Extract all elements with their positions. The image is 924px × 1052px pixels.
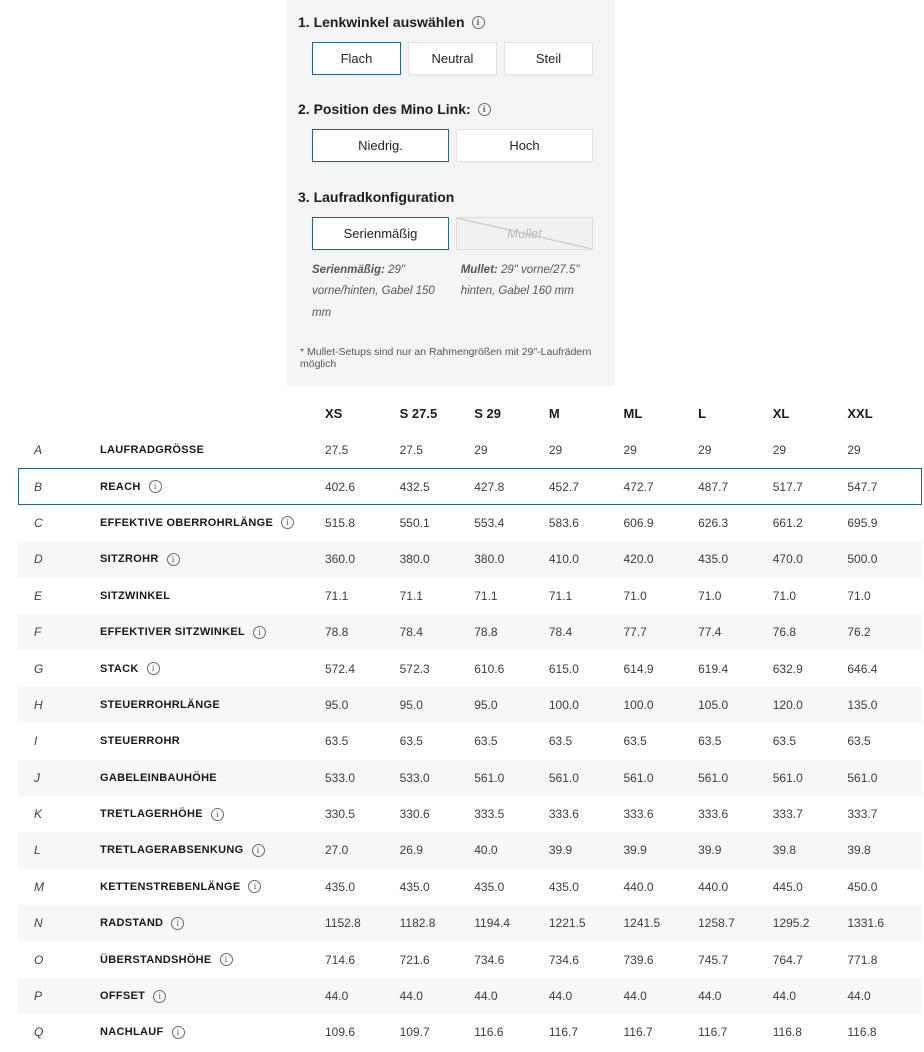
row-label-cell: [100, 480, 325, 493]
geometry-value: 661.2: [772, 515, 803, 530]
size-header: XL: [772, 405, 790, 421]
info-icon[interactable]: [472, 16, 485, 29]
geometry-value: 39.9: [623, 843, 647, 858]
table-row: [18, 723, 922, 759]
geometry-value: 63.5: [623, 734, 647, 749]
geometry-value: 745.7: [698, 952, 729, 967]
row-letter: K: [34, 807, 43, 822]
table-row: [18, 505, 922, 541]
row-label: STEUERROHR: [100, 735, 181, 748]
geometry-value: 435.0: [548, 879, 579, 894]
row-letter: J: [34, 770, 40, 785]
geometry-value: 44.0: [474, 989, 498, 1004]
geometry-value: 135.0: [847, 697, 878, 712]
info-icon[interactable]: [172, 1026, 185, 1039]
size-header: XXL: [847, 405, 873, 421]
geometry-value: 561.0: [772, 770, 803, 785]
geometry-value: 533.0: [399, 770, 430, 785]
geometry-value: 78.8: [474, 625, 498, 640]
table-row: [18, 614, 922, 650]
table-row: [18, 578, 922, 614]
geometry-value: 44.0: [847, 989, 871, 1004]
geometry-value: 71.1: [399, 588, 423, 603]
serienmaessig-description: [312, 260, 447, 324]
row-label-cell: [100, 917, 325, 930]
geometry-value: 29: [474, 443, 488, 458]
geometry-value: 606.9: [623, 515, 654, 530]
row-label: RADSTAND: [100, 917, 164, 930]
geometry-value: 27.5: [399, 443, 423, 458]
row-label: OFFSET: [100, 990, 146, 1003]
geometry-config-panel: [287, 0, 615, 386]
row-letter: F: [34, 625, 42, 640]
section-title-laufradkonfiguration: [298, 189, 605, 205]
table-row: [18, 687, 922, 723]
geometry-value: 44.0: [772, 989, 797, 1004]
info-icon[interactable]: [253, 626, 266, 639]
table-row: [18, 905, 922, 941]
geometry-value: 1152.8: [325, 916, 361, 931]
row-label: TRETLAGERHÖHE: [100, 808, 203, 821]
geometry-value: 380.0: [399, 552, 430, 567]
row-label-cell: [100, 808, 325, 821]
row-letter: O: [34, 952, 44, 967]
geometry-value: 583.6: [548, 515, 579, 530]
table-row: [18, 432, 922, 468]
geometry-value: 40.0: [474, 843, 498, 858]
geometry-value: 29: [623, 443, 637, 458]
info-icon[interactable]: [149, 480, 162, 493]
size-header: ML: [623, 405, 643, 421]
geometry-value: 515.8: [325, 515, 356, 530]
row-label-cell: [100, 662, 325, 675]
geometry-value: 76.2: [847, 625, 871, 640]
geometry-value: 63.5: [698, 734, 722, 749]
info-icon[interactable]: [211, 808, 224, 821]
geometry-value: 44.0: [399, 989, 423, 1004]
row-label-cell: [100, 1026, 325, 1039]
row-label: SITZWINKEL: [100, 589, 171, 602]
geometry-value: 71.0: [698, 588, 722, 603]
geometry-value: 487.7: [698, 479, 729, 494]
geometry-value: 533.0: [325, 770, 356, 785]
row-label: TRETLAGERABSENKUNG: [100, 844, 244, 857]
geometry-value: 39.9: [548, 843, 573, 858]
geometry-value: 1241.5: [623, 916, 661, 931]
row-label: STEUERROHRLÄNGE: [100, 698, 221, 711]
table-row: [18, 941, 922, 977]
geometry-value: 734.6: [548, 952, 579, 967]
geometry-value: 77.4: [698, 625, 722, 640]
geometry-value: 116.6: [474, 1025, 504, 1040]
geometry-value: 614.9: [623, 661, 654, 676]
row-letter: N: [34, 916, 43, 931]
mullet-footnote: * Mullet-Setups sind nur an Rahmengrößen mit 29"-Laufrädern möglich: [300, 345, 592, 370]
geometry-value: 1295.2: [772, 916, 810, 931]
geometry-value: 445.0: [772, 879, 803, 894]
row-letter: E: [34, 588, 43, 603]
geometry-value: 550.1: [399, 515, 430, 530]
geometry-value: 44.0: [698, 989, 722, 1004]
table-row: [18, 1014, 922, 1050]
size-header: S 29: [474, 405, 501, 421]
section-title-text: 3. Laufradkonfiguration: [298, 189, 455, 205]
geometry-value: 547.7: [847, 479, 878, 494]
geometry-value: 29: [548, 443, 563, 458]
row-letter: C: [34, 515, 43, 530]
geometry-value: 380.0: [474, 552, 505, 567]
geometry-value: 721.6: [399, 952, 430, 967]
row-letter: A: [34, 443, 43, 458]
row-letter: I: [34, 734, 38, 749]
section-title-text: 1. Lenkwinkel auswählen: [298, 14, 465, 30]
geometry-value: 1221.5: [548, 916, 586, 931]
row-label-cell: [100, 626, 325, 639]
option-mullet: Mullet: [456, 217, 593, 250]
row-label-cell: [100, 990, 325, 1003]
size-header: S 27.5: [399, 405, 438, 421]
geometry-value: 116.7: [698, 1025, 728, 1040]
option-hoch[interactable]: Hoch: [456, 129, 593, 162]
info-icon[interactable]: [147, 662, 160, 675]
geometry-table: [18, 396, 922, 1051]
geometry-value: 517.7: [772, 479, 803, 494]
size-header: M: [548, 405, 560, 421]
geometry-value: 472.7: [623, 479, 654, 494]
geometry-value: 333.7: [772, 807, 803, 822]
geometry-value: 561.0: [623, 770, 654, 785]
geometry-value: 330.5: [325, 807, 356, 822]
geometry-value: 78.8: [325, 625, 349, 640]
geometry-value: 120.0: [772, 697, 803, 712]
geometry-value: 27.5: [325, 443, 349, 458]
geometry-value: 330.6: [399, 807, 430, 822]
row-label: EFFEKTIVE OBERROHRLÄNGE: [100, 516, 274, 529]
geometry-value: 63.5: [847, 734, 871, 749]
geometry-value: 44.0: [623, 989, 647, 1004]
geometry-value: 646.4: [847, 661, 878, 676]
row-letter: P: [34, 989, 43, 1004]
geometry-value: 333.7: [847, 807, 878, 822]
geometry-value: 402.6: [325, 479, 356, 494]
geometry-value: 1258.7: [698, 916, 735, 931]
section-title-lenkwinkel: [298, 14, 605, 30]
geometry-value: 63.5: [772, 734, 797, 749]
geometry-value: 410.0: [548, 552, 579, 567]
row-label-cell: [100, 699, 325, 711]
geometry-value: 452.7: [548, 479, 579, 494]
row-label-cell: [100, 516, 325, 529]
geometry-value: 116.7: [548, 1025, 579, 1040]
row-label: NACHLAUF: [100, 1026, 164, 1039]
description-lead: Serienmäßig:: [312, 264, 385, 276]
geometry-value: 29: [847, 443, 861, 458]
size-header: XS: [325, 405, 343, 421]
row-letter: L: [34, 843, 41, 858]
section-title-mino-link: [298, 101, 605, 117]
geometry-value: 619.4: [698, 661, 729, 676]
geometry-value: 1194.4: [474, 916, 511, 931]
geometry-value: 420.0: [623, 552, 654, 567]
info-icon[interactable]: [153, 990, 166, 1003]
geometry-value: 500.0: [847, 552, 878, 567]
geometry-value: 39.8: [772, 843, 797, 858]
description-text: 29" vorne/hinten, Gabel 150 mm: [312, 264, 435, 319]
geometry-value: 109.6: [325, 1025, 356, 1040]
table-row: [18, 832, 922, 868]
row-label: STACK: [100, 662, 139, 675]
geometry-value: 553.4: [474, 515, 505, 530]
geometry-value: 71.1: [548, 588, 573, 603]
geometry-value: 764.7: [772, 952, 803, 967]
row-letter: H: [34, 697, 43, 712]
info-icon[interactable]: [478, 103, 491, 116]
geometry-value: 626.3: [698, 515, 729, 530]
geometry-value: 78.4: [548, 625, 573, 640]
row-letter: G: [34, 661, 44, 676]
laufrad-options: [312, 217, 605, 250]
geometry-value: 739.6: [623, 952, 654, 967]
row-letter: M: [34, 879, 44, 894]
info-icon[interactable]: [248, 880, 261, 893]
geometry-value: 71.0: [847, 588, 871, 603]
geometry-value: 116.7: [623, 1025, 653, 1040]
geometry-value: 427.8: [474, 479, 505, 494]
option-niedrig[interactable]: Niedrig.: [312, 129, 449, 162]
geometry-value: 116.8: [847, 1025, 877, 1040]
geometry-value: 27.0: [325, 843, 349, 858]
geometry-value: 78.4: [399, 625, 423, 640]
geometry-value: 71.1: [325, 588, 349, 603]
geometry-value: 615.0: [548, 661, 579, 676]
geometry-value: 435.0: [474, 879, 505, 894]
table-row: [18, 869, 922, 905]
size-header: L: [698, 405, 707, 421]
mino-link-options: [312, 129, 605, 162]
geometry-value: 63.5: [325, 734, 349, 749]
row-letter: D: [34, 552, 43, 567]
geometry-value: 63.5: [548, 734, 573, 749]
geometry-value: 432.5: [399, 479, 430, 494]
wheel-config-descriptions: [312, 260, 605, 324]
geometry-value: 44.0: [548, 989, 573, 1004]
info-icon[interactable]: [167, 553, 180, 566]
geometry-value: 435.0: [399, 879, 430, 894]
info-icon[interactable]: [171, 917, 184, 930]
row-label-cell: [100, 590, 325, 602]
geometry-value: 26.9: [399, 843, 423, 858]
geometry-value: 632.9: [772, 661, 803, 676]
geometry-value: 561.0: [847, 770, 878, 785]
geometry-value: 63.5: [474, 734, 498, 749]
lenkwinkel-options: [312, 42, 605, 75]
geometry-value: 100.0: [548, 697, 579, 712]
row-label-cell: [100, 553, 325, 566]
row-label-cell: [100, 735, 325, 747]
geometry-value: 39.8: [847, 843, 871, 858]
row-label-cell: [100, 880, 325, 893]
table-row: [18, 978, 922, 1014]
row-label-cell: [100, 953, 325, 966]
geometry-value: 561.0: [548, 770, 579, 785]
geometry-value: 450.0: [847, 879, 878, 894]
table-row: [18, 650, 922, 686]
geometry-value: 333.6: [698, 807, 729, 822]
geometry-value: 440.0: [698, 879, 729, 894]
geometry-value: 109.7: [399, 1025, 430, 1040]
geometry-value: 435.0: [325, 879, 356, 894]
table-row: [18, 760, 922, 796]
geometry-value: 695.9: [847, 515, 878, 530]
geometry-value: 29: [772, 443, 787, 458]
geometry-value: 470.0: [772, 552, 803, 567]
option-steil[interactable]: Steil: [504, 42, 593, 75]
geometry-value: 440.0: [623, 879, 654, 894]
row-label: EFFEKTIVER SITZWINKEL: [100, 626, 246, 639]
table-row: [18, 541, 922, 577]
table-row: [18, 468, 922, 504]
table-row: [18, 796, 922, 832]
geometry-value: 360.0: [325, 552, 356, 567]
geometry-value: 116.8: [772, 1025, 802, 1040]
geometry-value: 333.5: [474, 807, 505, 822]
geometry-value: 1331.6: [847, 916, 885, 931]
geometry-value: 435.0: [698, 552, 729, 567]
geometry-value: 100.0: [623, 697, 654, 712]
row-letter: Q: [34, 1025, 44, 1040]
geometry-value: 610.6: [474, 661, 505, 676]
geometry-value: 95.0: [325, 697, 349, 712]
row-label: ÜBERSTANDSHÖHE: [100, 953, 212, 966]
info-icon[interactable]: [252, 844, 265, 857]
geometry-value: 714.6: [325, 952, 356, 967]
geometry-value: 1182.8: [399, 916, 436, 931]
description-text: 29" vorne/27.5" hinten, Gabel 160 mm: [460, 264, 580, 298]
option-serienmaessig[interactable]: Serienmäßig: [312, 217, 449, 250]
geometry-value: 771.8: [847, 952, 878, 967]
option-flach[interactable]: Flach: [312, 42, 401, 75]
geometry-value: 572.3: [399, 661, 430, 676]
geometry-value: 44.0: [325, 989, 349, 1004]
geometry-value: 561.0: [474, 770, 505, 785]
row-letter: B: [34, 479, 43, 494]
row-label: GABELEINBAUHÖHE: [100, 771, 217, 784]
geometry-value: 29: [698, 443, 712, 458]
row-label: SITZROHR: [100, 553, 159, 566]
geometry-value: 71.0: [623, 588, 647, 603]
section-title-text: 2. Position des Mino Link:: [298, 101, 471, 117]
geometry-value: 76.8: [772, 625, 797, 640]
size-header-row: [18, 396, 922, 430]
mullet-description: [461, 260, 605, 324]
geometry-value: 71.0: [772, 588, 797, 603]
row-label: KETTENSTREBENLÄNGE: [100, 880, 241, 893]
row-label-cell: [100, 844, 325, 857]
geometry-table-body: [18, 432, 922, 1051]
option-neutral[interactable]: Neutral: [408, 42, 497, 75]
geometry-value: 333.6: [548, 807, 579, 822]
geometry-value: 71.1: [474, 588, 498, 603]
geometry-value: 572.4: [325, 661, 356, 676]
row-label: LAUFRADGRÖSSE: [100, 444, 205, 457]
geometry-value: 95.0: [399, 697, 423, 712]
geometry-value: 333.6: [623, 807, 654, 822]
geometry-value: 561.0: [698, 770, 729, 785]
geometry-value: 105.0: [698, 697, 729, 712]
geometry-value: 95.0: [474, 697, 498, 712]
row-label-cell: [100, 444, 325, 456]
geometry-value: 63.5: [399, 734, 423, 749]
info-icon[interactable]: [281, 516, 294, 529]
info-icon[interactable]: [220, 953, 233, 966]
row-label: REACH: [100, 480, 141, 493]
geometry-value: 39.9: [698, 843, 722, 858]
description-lead: Mullet:: [460, 264, 498, 276]
geometry-value: 734.6: [474, 952, 505, 967]
row-label-cell: [100, 772, 325, 784]
geometry-value: 77.7: [623, 625, 647, 640]
